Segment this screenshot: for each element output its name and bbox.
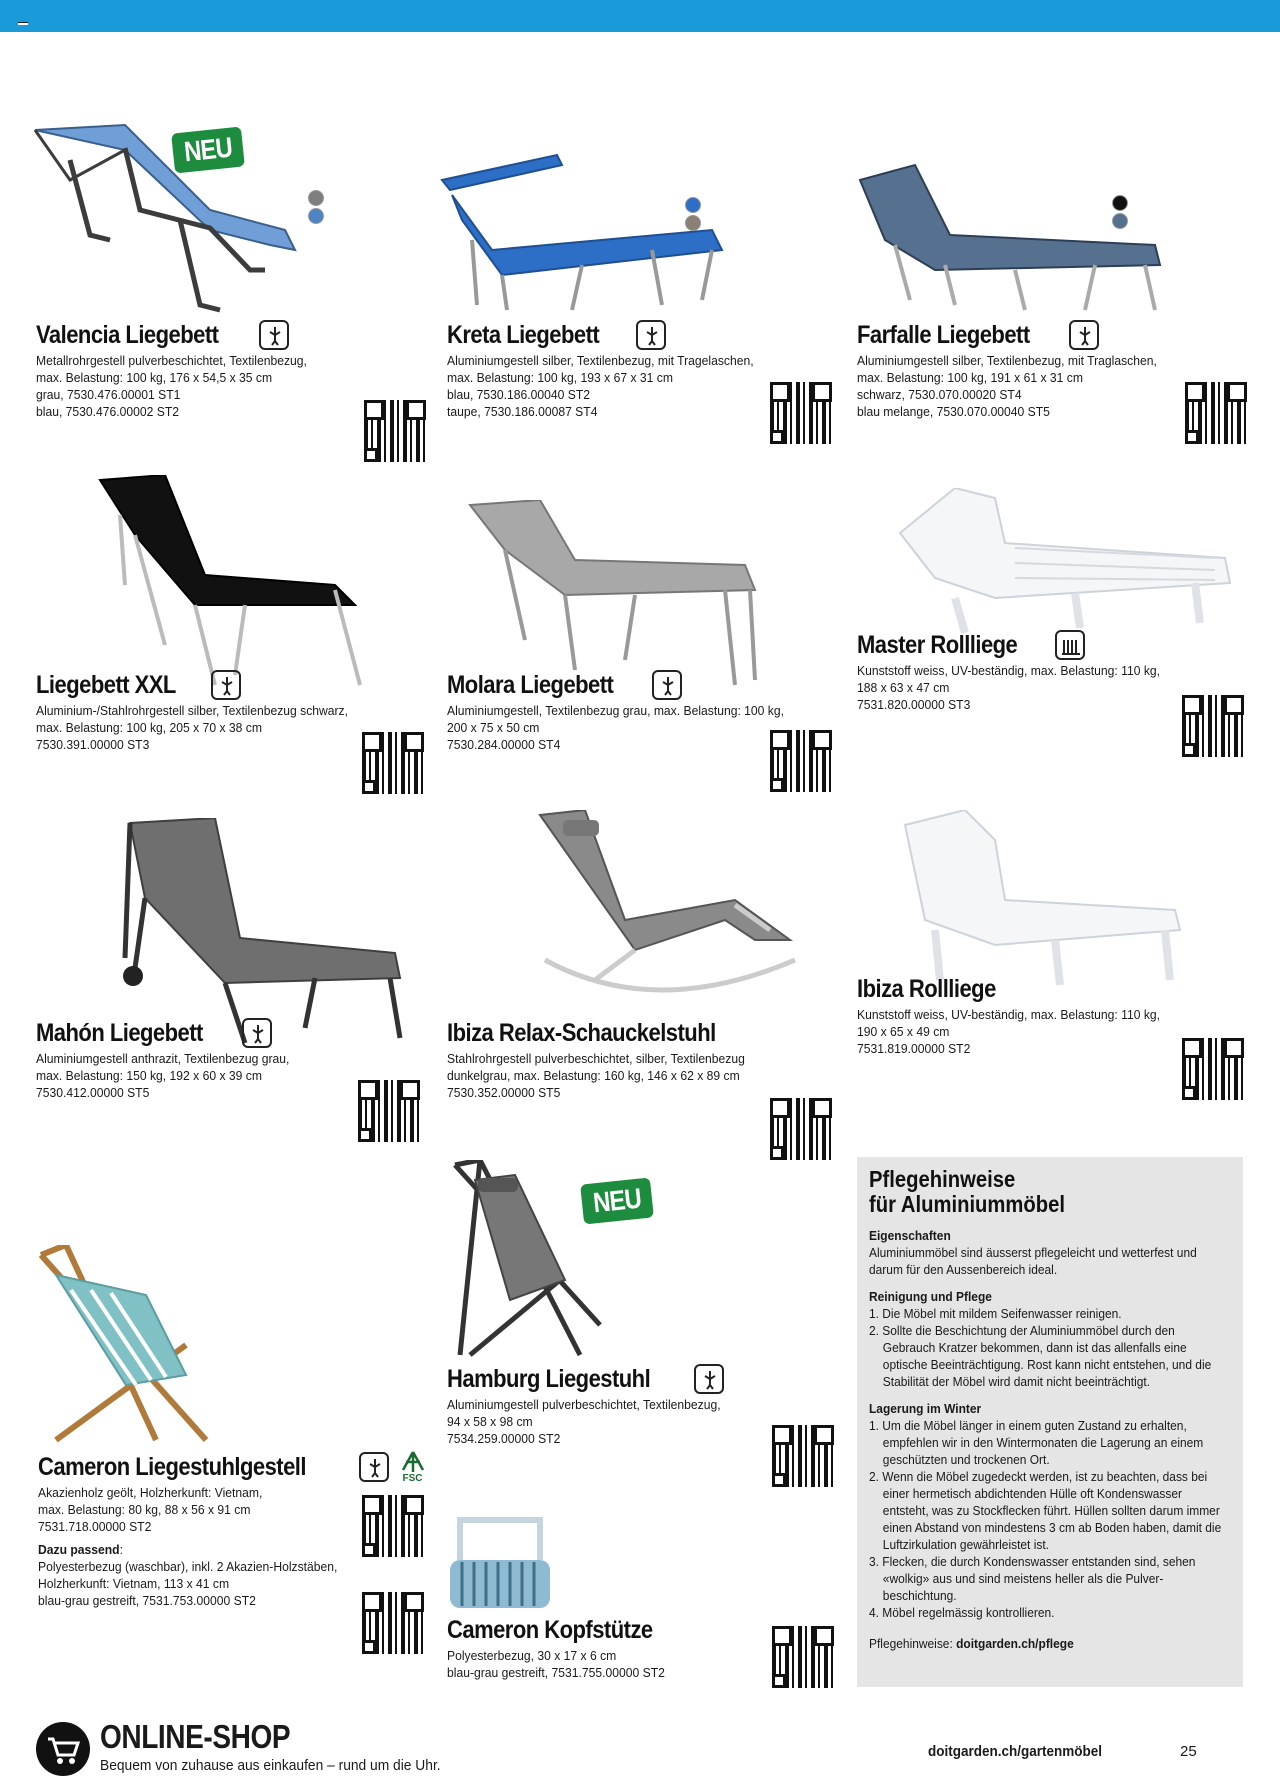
- fsc-label: FSC: [402, 1473, 423, 1484]
- qr-code[interactable]: [1182, 1038, 1244, 1100]
- color-dot-schwarz: [1112, 195, 1128, 211]
- color-dot-taupe: [685, 215, 701, 231]
- care-section-reinigung: [869, 1288, 1228, 1390]
- care-section-lagerung: [869, 1400, 1228, 1621]
- product-title: Ibiza Rollliege: [857, 974, 996, 1003]
- product-ibiza-relax: [447, 1016, 847, 1101]
- product-title: Master Rollliege: [857, 630, 1018, 659]
- list-item: 1. Um die Möbel länger in einem guten Zustand zu erhalten, empfehlen wir in den Wintermonaten die Lagerung an einem geschützten und trockenen Ort.: [869, 1418, 1204, 1467]
- care-icon: [359, 1452, 389, 1482]
- qr-code[interactable]: [770, 730, 832, 792]
- product-title: Hamburg Liegestuhl: [447, 1364, 651, 1393]
- product-desc: Aluminiumgestell, Textilenbezug grau, max. Belastung: 100 kg, 200 x 75 x 50 cm 7530.284.00000 ST4: [447, 703, 784, 752]
- shopping-cart-icon[interactable]: [36, 1722, 90, 1776]
- product-title: Valencia Liegebett: [36, 320, 219, 349]
- product-cameron-gestell: Cameron Liegestuhlgestell FSC Akazienholz geölt, Holzherkunft: Vietnam, max. Belastung: 80 kg, 88 x 56 x 91 cm 7531.718.00000 ST2 Dazu passend: Polyesterbezug (waschbar), inkl. 2 Akazien-Holzstäben, Holzherkunft: Vietnam, 113 x 41 cm blau-grau gestreift, 7531.753.00000 ST2: [38, 1450, 438, 1609]
- list-item: 1. Die Möbel mit mildem Seifenwasser reinigen.: [869, 1306, 1122, 1321]
- color-dot-blau: [308, 208, 324, 224]
- product-title: Liegebett XXL: [36, 670, 176, 699]
- product-desc: Aluminium-/Stahlrohrgestell silber, Textilenbezug schwarz, max. Belastung: 100 kg, 205 x 70 x 38 cm 7530.391.00000 ST3: [36, 703, 348, 752]
- master-rollliege-image: [895, 488, 1235, 638]
- fsc-tree-icon: [399, 1450, 427, 1474]
- section-title: Reinigung und Pflege: [869, 1289, 992, 1304]
- product-title: Cameron Liegestuhlgestell: [38, 1452, 306, 1481]
- product-title: Ibiza Relax-Schauckelstuhl: [447, 1018, 716, 1047]
- xxl-lounger-image: [95, 475, 365, 695]
- top-bar: [0, 0, 1280, 32]
- cameron-deckchair-image: [36, 1245, 226, 1445]
- color-dot-grau: [308, 190, 324, 206]
- ibiza-rollliege-image: [895, 810, 1195, 990]
- product-desc: Stahlrohrgestell pulverbeschichtet, silber, Textilenbezug dunkelgrau, max. Belastung: 160 kg, 146 x 62 x 89 cm 7530.352.00000 ST5: [447, 1051, 745, 1100]
- online-shop-title[interactable]: ONLINE-SHOP: [100, 1718, 291, 1755]
- list-item: 4. Möbel regelmässig kontrollieren.: [869, 1605, 1055, 1620]
- product-desc: Aluminiumgestell silber, Textilenbezug, mit Tragelaschen, max. Belastung: 100 kg, 193 x 67 x 31 cm blau, 7530.186.00040 ST2 taupe, 7530.186.00087 ST4: [447, 353, 754, 419]
- dazu-passend-label: Dazu passend: [38, 1542, 120, 1557]
- valencia-lounger-image: [30, 120, 300, 315]
- farfalle-lounger-image: [855, 160, 1165, 315]
- product-desc: Aluminiumgestell anthrazit, Textilenbezug grau, max. Belastung: 150 kg, 192 x 60 x 39 cm 7530.412.00000 ST5: [36, 1051, 290, 1100]
- care-icon: [652, 670, 682, 700]
- product-desc: Akazienholz geölt, Holzherkunft: Vietnam, max. Belastung: 80 kg, 88 x 56 x 91 cm 7531.718.00000 ST2: [38, 1485, 263, 1534]
- section-title: Lagerung im Winter: [869, 1401, 982, 1416]
- qr-code[interactable]: [358, 1080, 420, 1142]
- neu-badge: NEU: [580, 1177, 654, 1224]
- care-footer-link[interactable]: doitgarden.ch/pflege: [956, 1636, 1074, 1651]
- product-title: Cameron Kopfstütze: [447, 1615, 653, 1644]
- care-footer-label: Pflegehinweise:: [869, 1636, 953, 1651]
- fsc-logo: [399, 1450, 427, 1484]
- qr-code[interactable]: [364, 400, 426, 462]
- care-icon: [259, 320, 289, 350]
- product-title: Kreta Liegebett: [447, 320, 600, 349]
- mahon-lounger-image: [115, 818, 405, 1048]
- product-title: Mahón Liegebett: [36, 1018, 203, 1047]
- product-desc: Kunststoff weiss, UV-beständig, max. Belastung: 110 kg, 188 x 63 x 47 cm 7531.820.00000 ST3: [857, 663, 1161, 712]
- qr-code[interactable]: [770, 382, 832, 444]
- care-icon: [1069, 320, 1099, 350]
- care-icon: [211, 670, 241, 700]
- care-icon: [242, 1018, 272, 1048]
- list-item: 2. Sollte die Beschichtung der Aluminiummöbel durch den Gebrauch Kratzer bekommen, dann ist das allenfalls eine optische Beeinträchtigung. Rost kann nicht entstehen, und die Stabilität der Möbel wird damit nicht beeinträchtigt.: [869, 1323, 1212, 1389]
- qr-code[interactable]: [770, 1098, 832, 1160]
- qr-code[interactable]: [362, 732, 424, 794]
- care-icon: [636, 320, 666, 350]
- footer-url-link[interactable]: doitgarden.ch/gartenmöbel: [928, 1743, 1103, 1760]
- care-instructions-box: [857, 1157, 1243, 1687]
- product-desc: Aluminiumgestell pulverbeschichtet, Textilenbezug, 94 x 58 x 98 cm 7534.259.00000 ST2: [447, 1397, 721, 1446]
- care-footer: [869, 1635, 1228, 1652]
- kreta-lounger-image: [432, 150, 732, 320]
- care-section-eigenschaften: [869, 1227, 1228, 1278]
- online-shop-subtitle: Bequem von zuhause aus einkaufen – rund um die Uhr.: [100, 1757, 441, 1774]
- list-item: 2. Wenn die Möbel zugedeckt werden, ist zu beachten, dass bei einer hermetisch abdichtenden Hülle oft Kondenswasser entsteht, was zu Stockflecken führt. Hüllen sollten darum immer einen Abstand von mindestens 3 cm ab Boden haben, damit die Luftzirkulation gewährleistet ist.: [869, 1469, 1222, 1552]
- qr-code[interactable]: [362, 1592, 424, 1654]
- dazu-passend-desc: Polyesterbezug (waschbar), inkl. 2 Akazien-Holzstäben, Holzherkunft: Vietnam, 113 x 41 cm blau-grau gestreift, 7531.753.00000 ST2: [38, 1559, 338, 1608]
- product-title: Molara Liegebett: [447, 670, 614, 699]
- product-desc: Metallrohrgestell pulverbeschichtet, Textilenbezug, max. Belastung: 100 kg, 176 x 54,5 x 35 cm grau, 7530.476.00001 ST1 blau, 7530.476.00002 ST2: [36, 353, 307, 419]
- product-title: Farfalle Liegebett: [857, 320, 1030, 349]
- care-title-line1: Pflegehinweise: [869, 1166, 1016, 1192]
- qr-code[interactable]: [1182, 695, 1244, 757]
- qr-code[interactable]: [772, 1626, 834, 1688]
- page-number: 25: [1180, 1743, 1197, 1760]
- qr-code[interactable]: [772, 1425, 834, 1487]
- product-desc: Aluminiumgestell silber, Textilenbezug, mit Traglaschen, max. Belastung: 100 kg, 191 x 61 x 31 cm schwarz, 7530.070.00020 ST4 blau melange, 7530.070.00040 ST5: [857, 353, 1157, 419]
- product-desc: Kunststoff weiss, UV-beständig, max. Belastung: 110 kg, 190 x 65 x 49 cm 7531.819.00000 ST2: [857, 1007, 1161, 1056]
- section-text: Aluminiummöbel sind äusserst pflegeleicht und wetterfest und darum für den Aussenbereich ideal.: [869, 1245, 1197, 1277]
- cameron-headrest-image: [450, 1515, 550, 1610]
- list-item: 3. Flecken, die durch Kondenswasser entstanden sind, sehen «wolkig» aus und sind meistens heller als die Pulver-beschichtung.: [869, 1554, 1196, 1603]
- care-icon: [694, 1364, 724, 1394]
- qr-code[interactable]: [1185, 382, 1247, 444]
- neu-badge: NEU: [171, 126, 245, 173]
- color-dot-blau: [685, 197, 701, 213]
- section-title: Eigenschaften: [869, 1228, 951, 1243]
- flag-icon: [18, 22, 28, 25]
- molara-lounger-image: [465, 500, 765, 690]
- product-desc: Polyesterbezug, 30 x 17 x 6 cm blau-grau gestreift, 7531.755.00000 ST2: [447, 1648, 665, 1680]
- care-title-line2: für Aluminiummöbel: [869, 1191, 1066, 1217]
- stack-icon: [1055, 630, 1085, 660]
- ibiza-rocker-image: [535, 810, 805, 1000]
- qr-code[interactable]: [362, 1495, 424, 1557]
- color-dot-blau-melange: [1112, 213, 1128, 229]
